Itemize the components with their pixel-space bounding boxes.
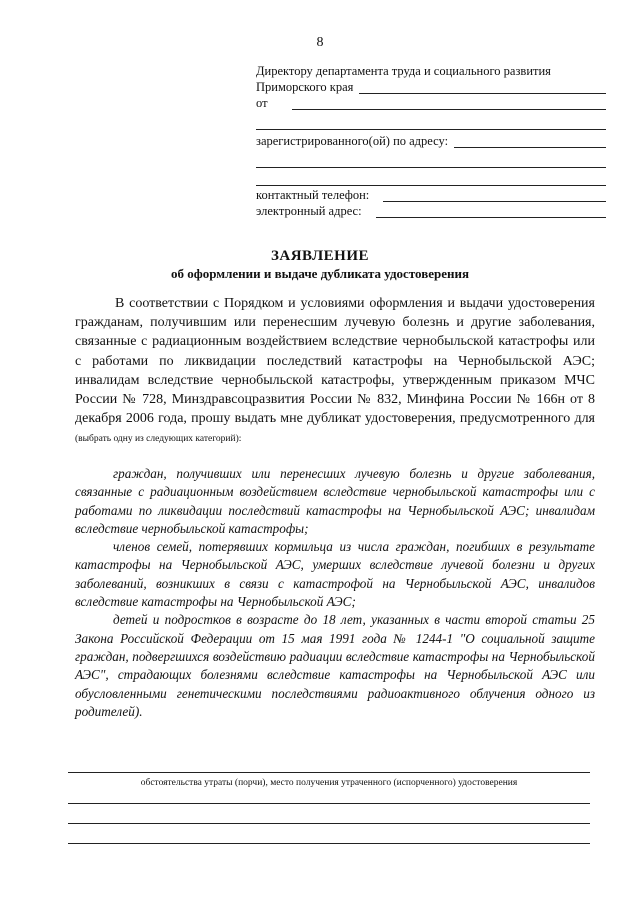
selection-note: (выбрать одну из следующих категорий): (75, 434, 242, 445)
circumstances-field-4[interactable] (68, 843, 590, 844)
addressee-line: Директору департамента труда и социального развития (256, 64, 551, 78)
registered-address-label: зарегистрированного(ой) по адресу: (256, 134, 449, 148)
address-field-3[interactable] (256, 173, 606, 186)
category-item[interactable]: граждан, получивших или перенесших лучевую болезнь и другие заболевания, связанные с радиационным воздействием вследствие чернобыльской катастрофы или с работами по ликвидации последствий катастрофы на Чернобыльской АЭС; инвалидам вследствие чернобыльской катастрофы; (75, 466, 595, 536)
from-label: от (256, 96, 268, 110)
applicant-name-field-2[interactable] (256, 117, 606, 130)
category-item[interactable]: членов семей, потерявших кормильца из числа граждан, погибших в результате катастрофы на Чернобыльской АЭС, умерших вследствие лучевой болезни и других заболеваний, возникших в связи с катастрофой на Чернобыльской АЭС, инвалидов вследствие катастрофы на Чернобыльской АЭС; (75, 539, 595, 610)
main-paragraph (75, 294, 595, 450)
circumstances-field[interactable] (68, 772, 590, 773)
phone-field[interactable] (383, 190, 606, 202)
page-number: 8 (316, 35, 324, 50)
category-list (75, 465, 595, 721)
circumstances-field-2[interactable] (68, 803, 590, 804)
address-field-2[interactable] (256, 155, 606, 168)
document-subtitle: об оформлении и выдаче дубликата удостоверения (170, 266, 470, 281)
region-label: Приморского края (256, 80, 354, 94)
addressee-block (256, 62, 606, 218)
category-item[interactable]: детей и подростков в возрасте до 18 лет, указанных в части второй статьи 25 Закона Российской Федерации от 15 мая 1991 года № 1244-1 "О социальной защите граждан, подвергшихся воздействию радиации вследствие катастрофы на Чернобыльской АЭС", страдающих болезнями вследствие катастрофы на Чернобыльской АЭС или обусловленными генетическими последствиями радиоактивного облучения одного из родителей). (75, 612, 595, 719)
phone-label: контактный телефон: (256, 188, 370, 202)
email-field[interactable] (376, 206, 606, 218)
circumstances-caption: обстоятельства утраты (порчи), место получения утраченного (испорченного) удостоверения (140, 778, 518, 788)
applicant-name-field[interactable] (292, 98, 606, 110)
paragraph-text: В соответствии с Порядком и условиями оформления и выдачи удостоверения гражданам, получившим или перенесшим лучевую болезнь и другие заболевания, связанные с радиационным воздействием вследствие чернобыльской катастрофы или с работами по ликвидации последствий катастрофы на Чернобыльской АЭС; инвалидам вследствие чернобыльской катастрофы, утвержденным приказом МЧС России № 728, Минздравсоцразвития России № 832, Минфина России № 166н от 8 декабря 2006 года, прошу выдать мне дубликат удостоверения, предусмотренного для (75, 296, 595, 427)
circumstances-field-3[interactable] (68, 823, 590, 824)
document-title: ЗАЯВЛЕНИЕ (270, 248, 370, 264)
region-name-field[interactable] (359, 82, 606, 94)
email-label: электронный адрес: (256, 204, 362, 218)
address-field[interactable] (454, 136, 606, 148)
